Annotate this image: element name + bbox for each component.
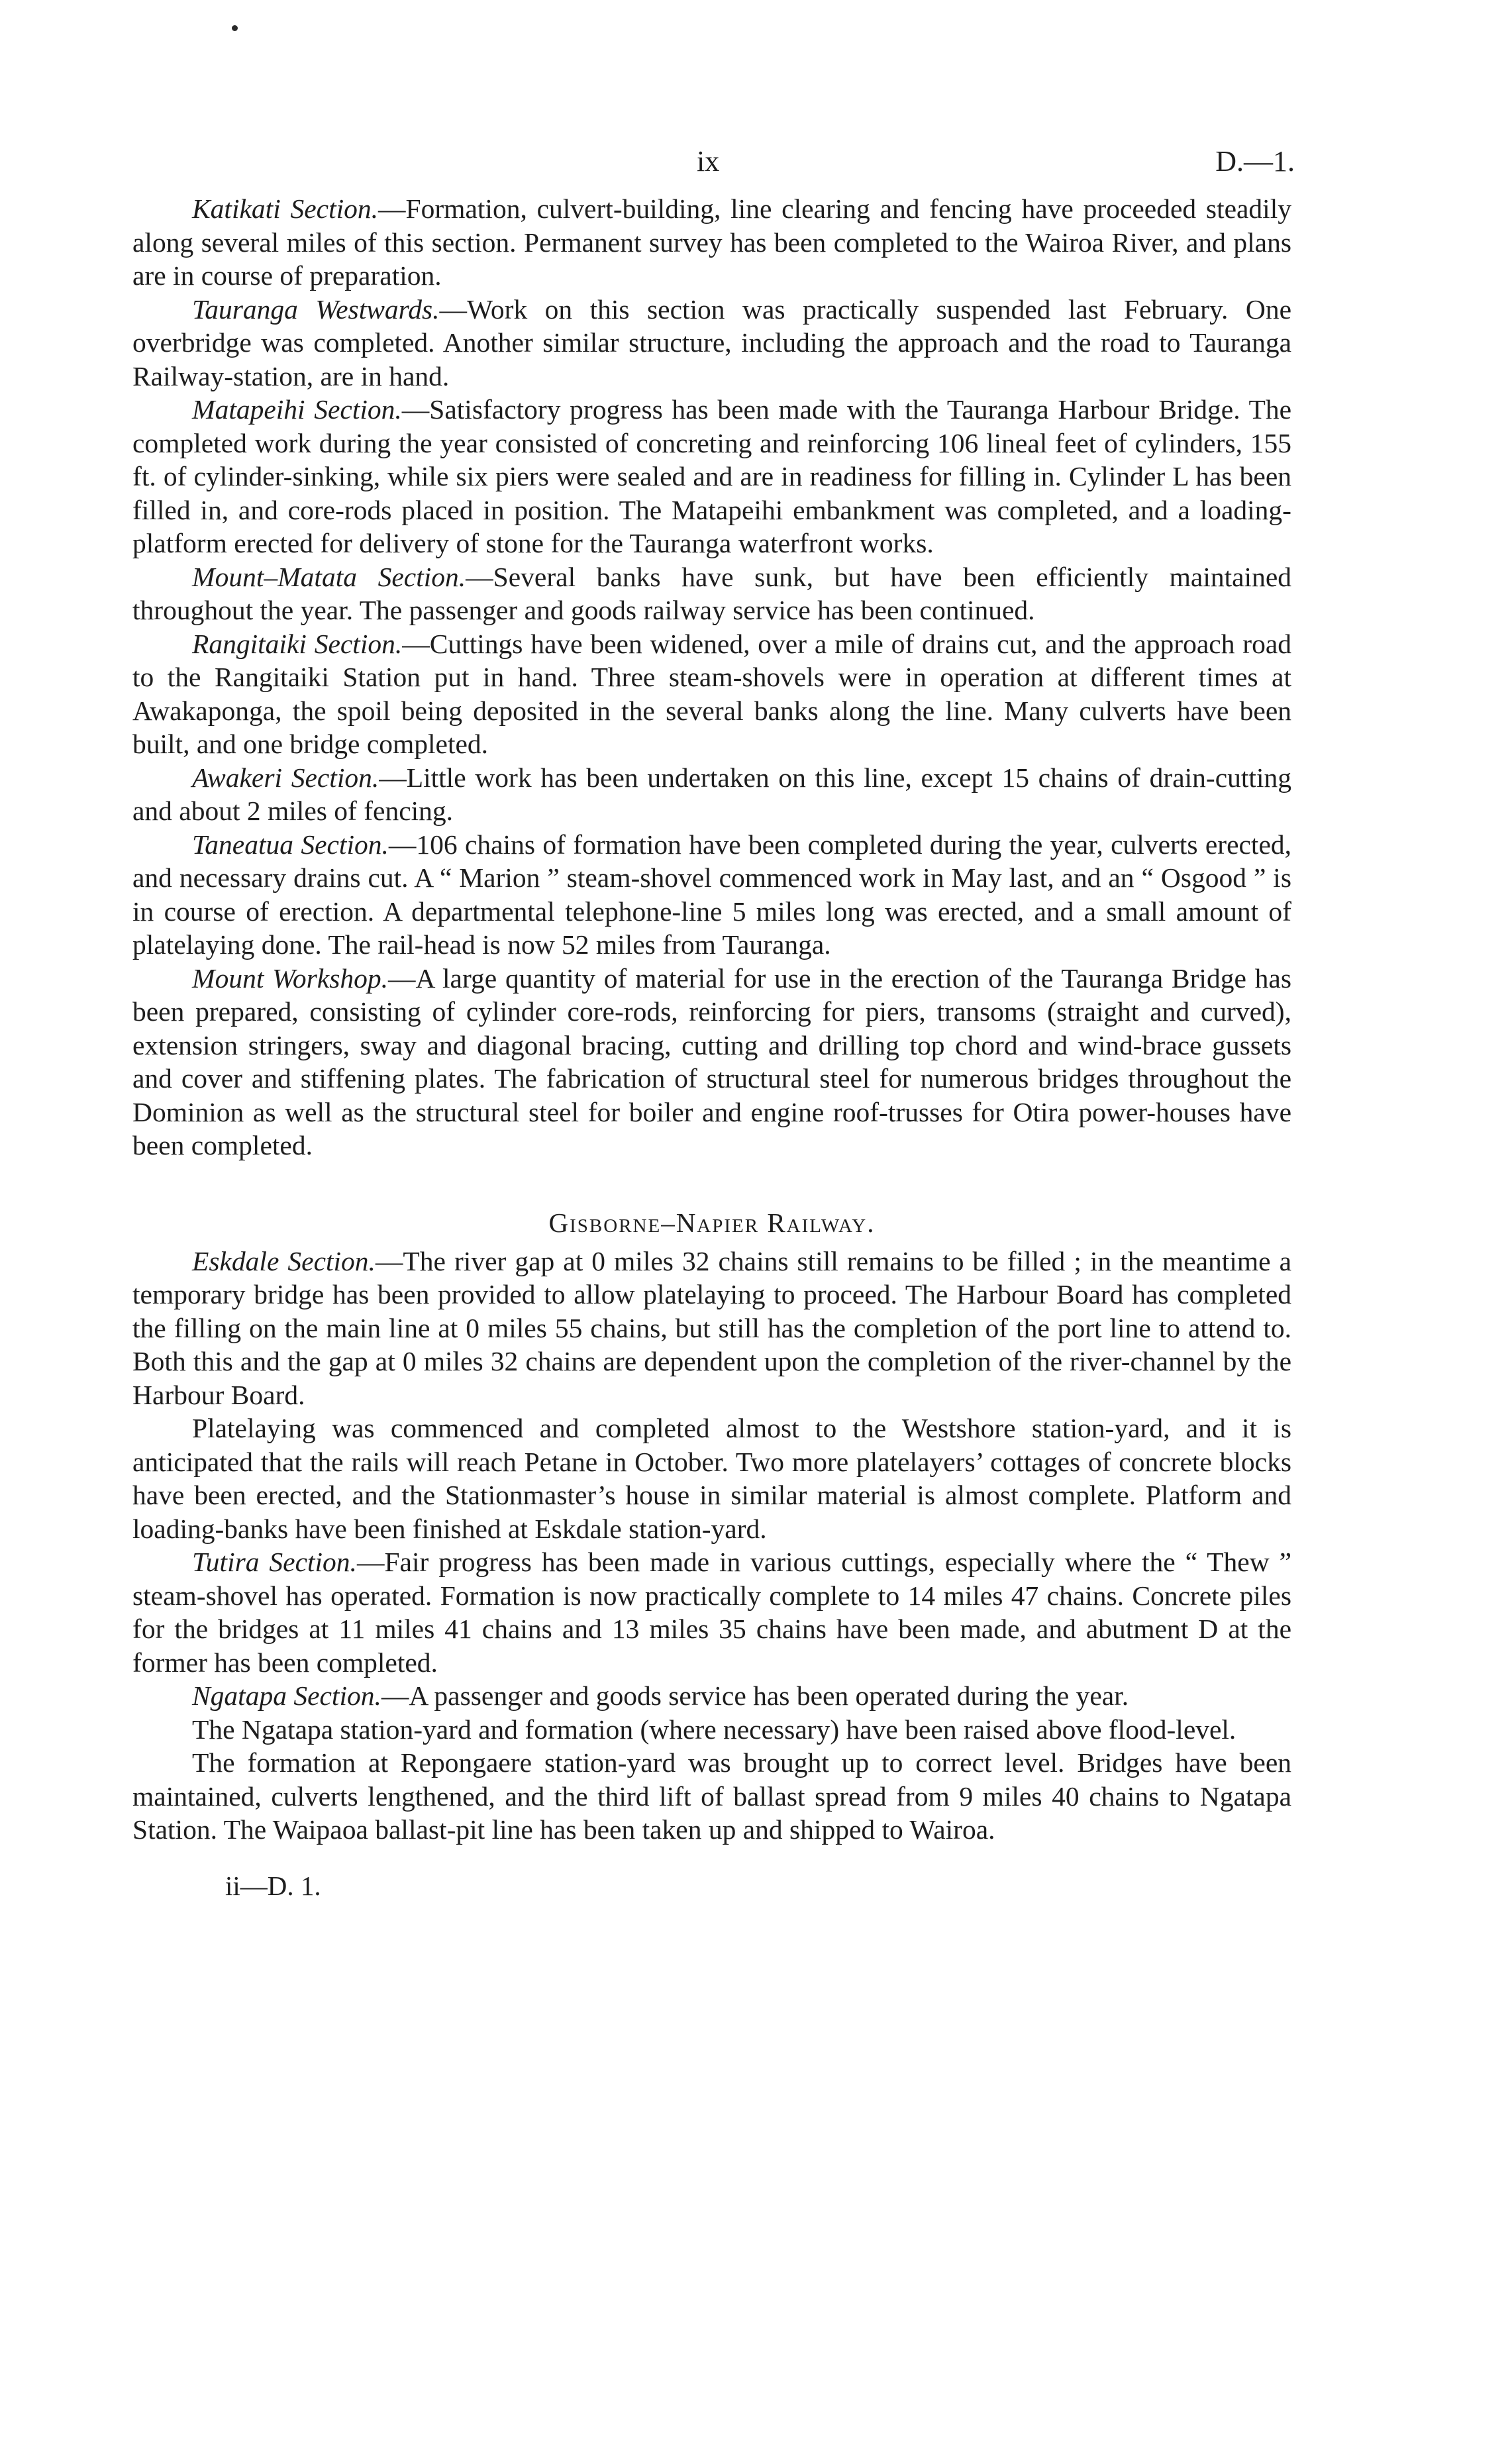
- paragraph-text: —Cuttings have been widened, over a mile of drains cut, and the approach road to the Rangitaiki Station put in hand. Three steam-shovels were in operation at different times at Awakaponga, the spoil being deposited in the several banks along the line. Many culverts have been built, and one bridge completed.: [132, 628, 1292, 759]
- section-title: Mount Workshop.: [192, 962, 389, 994]
- section-title: Eskdale Section.: [192, 1245, 376, 1276]
- signature-mark: ii—D. 1.: [225, 1870, 321, 1901]
- paragraph: [132, 1713, 1291, 1747]
- paragraph: [132, 761, 1291, 828]
- paragraph-text: —Formation, culvert-building, line clearing and fencing have proceeded steadily along several miles of this section. Permanent survey has been completed to the Wairoa River, and plans are in course of preparation.: [132, 193, 1291, 291]
- paragraph: [132, 192, 1291, 293]
- section-title: Katikati Section.: [192, 193, 379, 224]
- paragraph: [132, 1679, 1291, 1713]
- section-title: Mount–Matata Section.: [192, 561, 466, 592]
- section-title: Ngatapa Section.: [192, 1680, 381, 1711]
- paragraph-text: —Work on this section was practically suspended last February. One overbridge was completed. Another similar structure, including the approach and the road to Tauranga Railway-station, are in hand.: [132, 293, 1291, 391]
- paragraph: [132, 1412, 1291, 1545]
- document-reference: D.—1.: [1215, 145, 1295, 178]
- paragraph: [132, 1746, 1291, 1847]
- paragraph-text: —Several banks have sunk, but have been efficiently maintained throughout the year. The passenger and goods railway service has been continued.: [132, 561, 1291, 625]
- page-number: ix: [697, 145, 720, 178]
- printing-speck: [232, 25, 238, 31]
- paragraph: [132, 560, 1291, 627]
- paragraph-text: —The river gap at 0 miles 32 chains still remains to be filled ; in the meantime a temporary bridge has been provided to allow platelaying to proceed. The Harbour Board has completed the filling on the main line at 0 miles 55 chains, but still has the completion of the port line to attend to. Both this and the gap at 0 miles 32 chains are dependent upon the completion of the river-channel by the Harbour Board.: [132, 1245, 1291, 1410]
- page-header: [0, 144, 1510, 184]
- paragraph-text: Platelaying was commenced and completed almost to the Westshore station-yard, and it is anticipated that the rails will reach Petane in October. Two more platelayers’ cottages of concrete blocks have been erected, and the Stationmaster’s house in similar material is almost complete. Platform and loading-banks have been finished at Eskdale station-yard.: [132, 1413, 1291, 1544]
- paragraph: [132, 828, 1291, 962]
- section-heading: Gisborne–Napier Railway.: [548, 1207, 876, 1238]
- paragraph-text: —Fair progress has been made in various cuttings, especially where the “ Thew ” steam-shovel has operated. Formation is now practically complete to 14 miles 47 chains. Concrete piles for the bridges at 11 miles 41 chains and 13 miles 35 chains have been made, and abutment D at the former has been completed.: [132, 1547, 1291, 1678]
- paragraph-text: —A passenger and goods service has been operated during the year.: [381, 1680, 1129, 1711]
- section-title: Tutira Section.: [192, 1547, 357, 1577]
- paragraph-text: The Ngatapa station-yard and formation (where necessary) have been raised above flood-level.: [192, 1714, 1236, 1745]
- paragraph-text: —A large quantity of material for use in the erection of the Tauranga Bridge has been prepared, consisting of cylinder core-rods, reinforcing for piers, transoms (straight and curved), extension stringers, sway and diagonal bracing, cutting and drilling top chord and wind-brace gussets and cover and stiffening plates. The fabrication of structural steel for numerous bridges throughout the Dominion as well as the structural steel for boiler and engine roof-trusses for Otira power-houses have been completed.: [132, 962, 1291, 1160]
- paragraph-text: —106 chains of formation have been completed during the year, culverts erected, and necessary drains cut. A “ Marion ” steam-shovel commenced work in May last, and an “ Osgood ” is in course of erection. A departmental telephone-line 5 miles long was erected, and a small amount of platelaying done. The rail-head is now 52 miles from Tauranga.: [132, 829, 1291, 960]
- section-title: Awakeri Section.: [192, 762, 379, 793]
- paragraph-text: The formation at Repongaere station-yard was brought up to correct level. Bridges have been maintained, culverts lengthened, and the third lift of ballast spread from 9 miles 40 chains to Ngatapa Station. The Waipaoa ballast-pit line has been taken up and shipped to Wairoa.: [132, 1747, 1291, 1845]
- paragraph: [132, 293, 1291, 393]
- paragraph: [132, 962, 1291, 1162]
- paragraph: [132, 627, 1291, 761]
- section-title: Tauranga Westwards.: [192, 293, 440, 325]
- paragraph: [132, 1245, 1291, 1412]
- paragraph: [132, 393, 1291, 560]
- section-title: Rangitaiki Section.: [192, 628, 403, 659]
- section-title: Matapeihi Section.: [192, 394, 402, 425]
- paragraphs-bottom: [132, 1245, 1291, 1847]
- section-title: Taneatua Section.: [192, 829, 389, 860]
- document-body: [132, 192, 1291, 1902]
- paragraphs-top: [132, 192, 1291, 1162]
- paragraph: [132, 1545, 1291, 1679]
- paragraph-text: —Satisfactory progress has been made with the Tauranga Harbour Bridge. The completed work during the year consisted of concreting and reinforcing 106 lineal feet of cylinders, 155 ft. of cylinder-sinking, while six piers were sealed and are in readiness for filling in. Cylinder L has been filled in, and core-rods placed in position. The Matapeihi embankment was completed, and a loading-platform erected for delivery of stone for the Tauranga waterfront works.: [132, 394, 1291, 558]
- paragraph-text: —Little work has been undertaken on this line, except 15 chains of drain-cutting and about 2 miles of fencing.: [132, 762, 1291, 826]
